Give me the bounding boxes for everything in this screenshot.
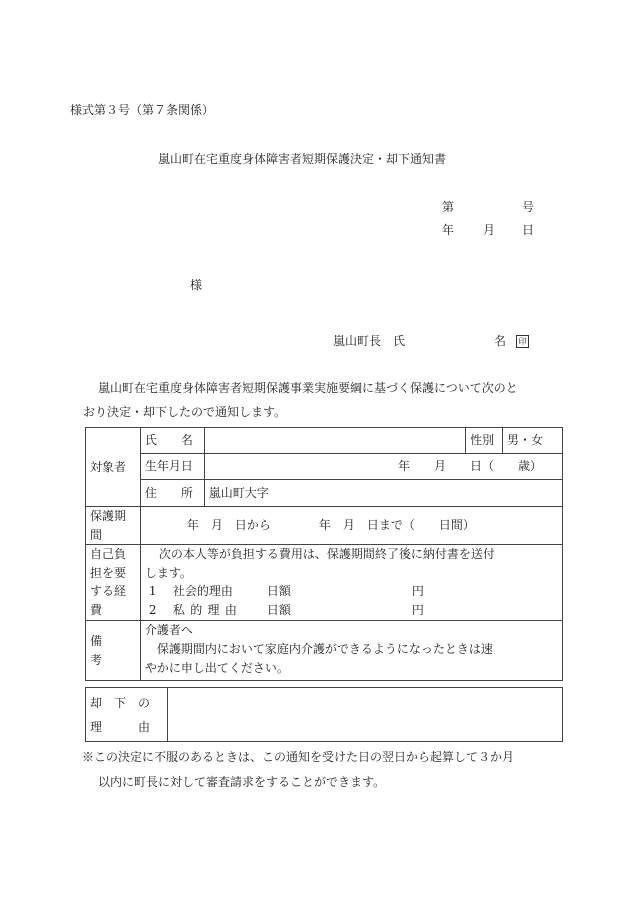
rejection-table (85, 687, 563, 742)
remarks-line-1: 介護者へ (144, 623, 193, 638)
cost-item (145, 601, 558, 620)
subject-label: 対象者 (86, 428, 141, 507)
cost-text-line-1: 次の本人等が負担する費用は、保護期間終了後に納付書を送付 (158, 547, 495, 562)
gender-value[interactable]: 男・女 (503, 428, 563, 454)
period-value[interactable]: 年 月 日から 年 月 日まで（ 日間） (140, 507, 562, 545)
name-field[interactable] (204, 428, 465, 454)
cost-item (145, 582, 558, 601)
rejection-label-line-2: 理 由 (90, 719, 151, 734)
form-number: 様式第３号（第７条関係） (70, 103, 215, 117)
intro-line-1: 嵐山町在宅重度身体障害者短期保護事業実施要綱に基づく保護について次のと (98, 381, 518, 395)
remarks-label: 備 考 (86, 621, 141, 681)
cost-text-line-2: します。 (144, 565, 192, 580)
cost-item-reason: 私的理由 (172, 603, 237, 618)
cost-item-daily: 日額 (266, 584, 291, 599)
recipient-sama: 様 (190, 278, 203, 292)
seal-icon: 印 (516, 335, 529, 348)
document-title: 嵐山町在宅重度身体障害者短期保護決定・却下通知書 (158, 152, 447, 166)
main-table (85, 427, 563, 681)
dob-value[interactable]: 年 月 日（ 歳） (204, 454, 562, 480)
cost-item-num: 2 (148, 603, 157, 618)
rejection-label (86, 688, 168, 742)
issue-dai: 第 (442, 200, 455, 214)
address-label: 住 所 (140, 480, 204, 507)
cost-item-daily: 日額 (266, 603, 291, 618)
address-value[interactable]: 嵐山町大字 (204, 480, 562, 507)
name-label: 氏 名 (140, 428, 204, 454)
notice-line-1: ※この決定に不服のあるときは、この通知を受けた日の翌日から起算して３か月 (82, 750, 515, 764)
rejection-reason-field[interactable] (168, 688, 563, 742)
rejection-label-line-1: 却 下 の (90, 695, 151, 710)
cost-item-num: 1 (148, 584, 157, 599)
cost-cell (140, 545, 562, 621)
issue-go: 号 (522, 200, 535, 214)
gender-label: 性別 (466, 428, 503, 454)
notice-line-2: 以内に町長に対して審査請求をすることができます。 (98, 775, 386, 789)
dob-label: 生年月日 (140, 454, 204, 480)
cost-item-yen: 円 (411, 584, 424, 599)
cost-item-reason: 社会的理由 (172, 584, 233, 599)
cost-label: 自己負担を要する経費 (86, 545, 141, 621)
remarks-line-3: やかに申し出てください。 (144, 660, 289, 675)
issuer-mei-label: 名 (494, 334, 507, 348)
remarks-line-2: 保護期間内において家庭内介護ができるようになったときは速 (144, 641, 493, 656)
issue-year: 年 (442, 223, 455, 237)
issue-month: 月 (483, 223, 496, 237)
remarks-cell (140, 621, 562, 681)
intro-line-2: おり決定・却下したので通知します。 (83, 405, 287, 419)
period-label: 保護期間 (86, 507, 141, 545)
cost-item-yen: 円 (411, 603, 424, 618)
issuer-mei (494, 332, 529, 349)
issuer-title: 嵐山町長 氏 (333, 334, 406, 348)
issue-day: 日 (522, 223, 535, 237)
